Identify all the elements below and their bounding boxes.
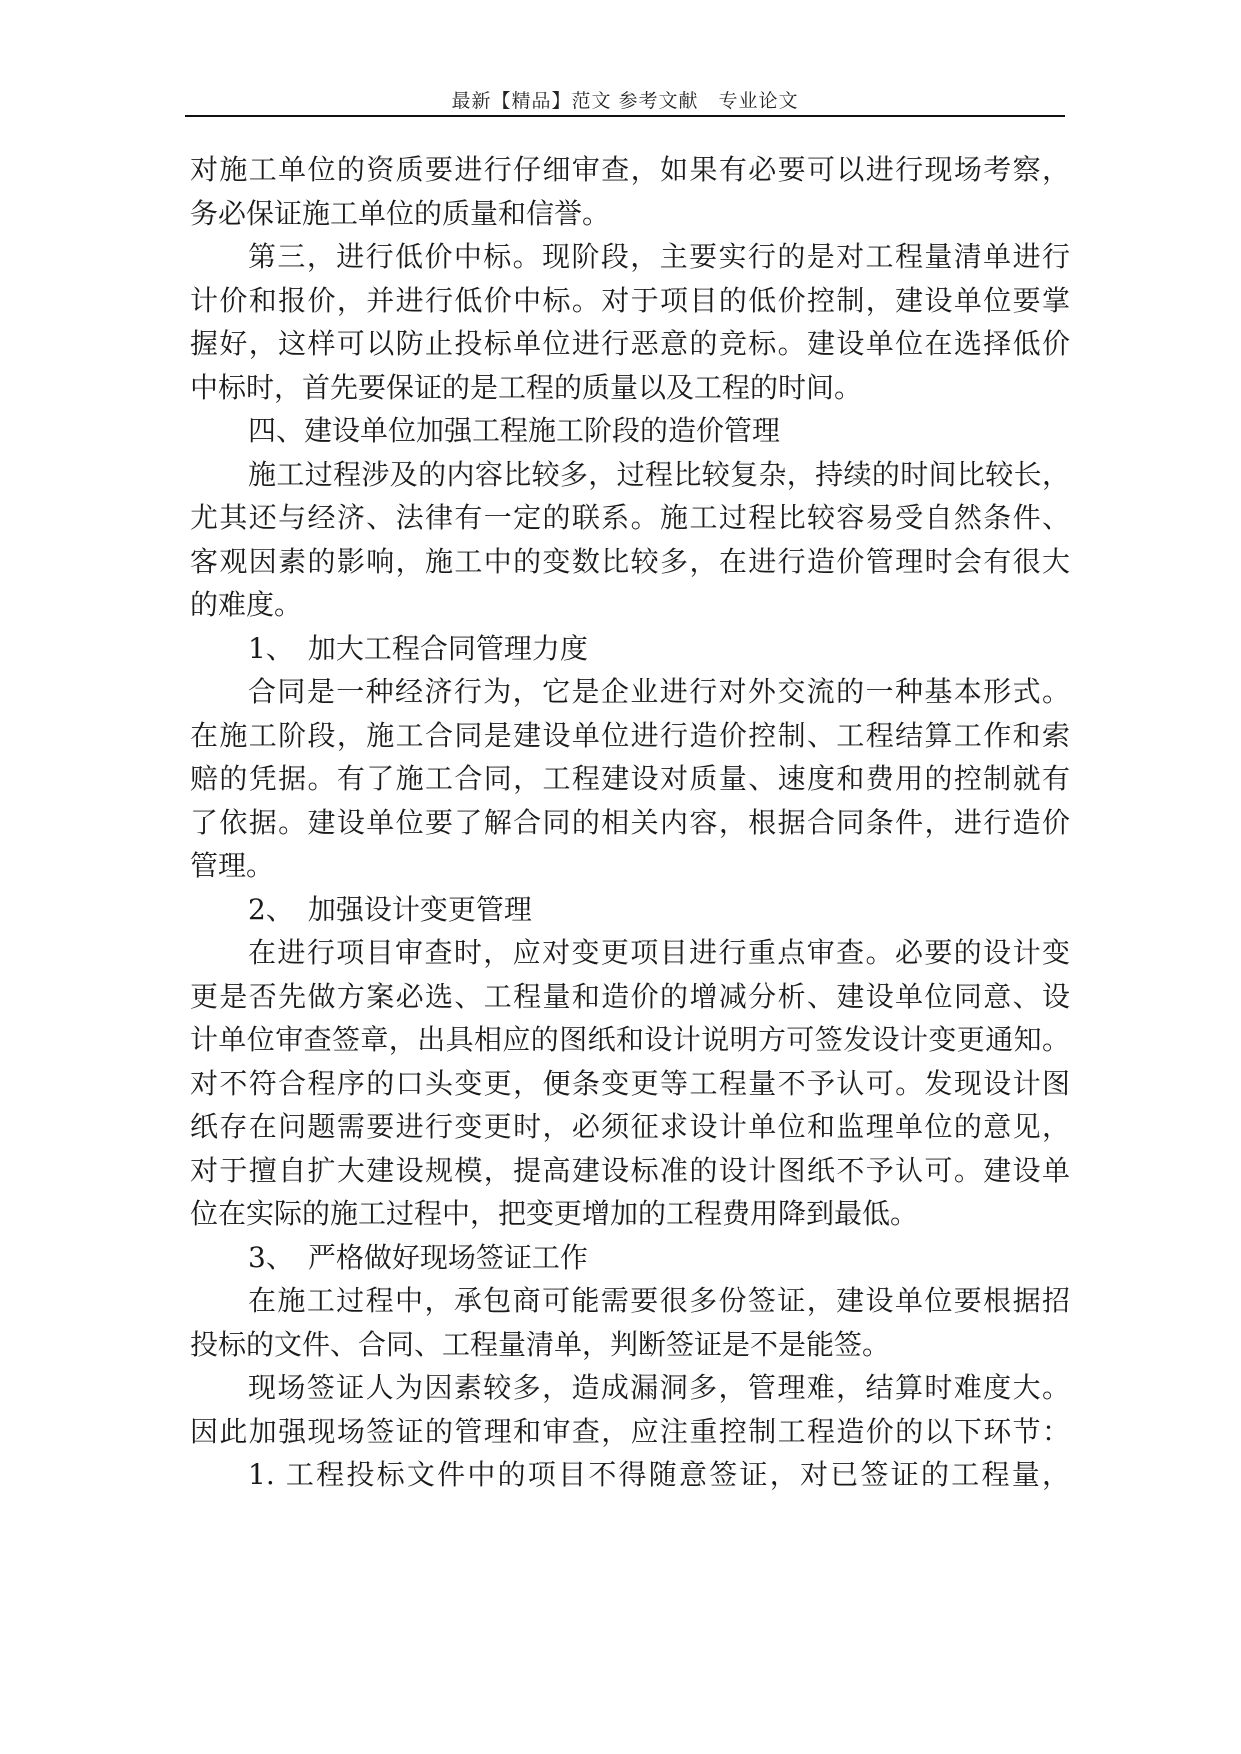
text-line: 3、 严格做好现场签证工作	[248, 1240, 588, 1274]
text-line: 计单位审查签章，出具相应的图纸和设计说明方可签发设计变更通知。	[190, 1023, 1070, 1056]
text-line: 的难度。	[190, 588, 303, 621]
text-line: 现场签证人为因素较多，造成漏洞多，管理难，结算时难度大。	[248, 1371, 1070, 1404]
text-line: 在施工阶段，施工合同是建设单位进行造价控制、工程结算工作和索	[190, 718, 1070, 752]
text-line: 更是否先做方案必选、工程量和造价的增减分析、建设单位同意、设	[190, 979, 1070, 1013]
text-line: 计价和报价，并进行低价中标。对于项目的低价控制，建设单位要掌	[190, 283, 1070, 317]
text-line: 握好，这样可以防止投标单位进行恶意的竞标。建设单位在选择低价	[190, 327, 1070, 360]
text-line: 投标的文件、合同、工程量清单，判断签证是不是能签。	[190, 1327, 891, 1361]
text-line: 对不符合程序的口头变更，便条变更等工程量不予认可。发现设计图	[190, 1066, 1070, 1100]
text-line: 管理。	[190, 849, 275, 882]
text-line: 1. 工程投标文件中的项目不得随意签证，对已签证的工程量，	[248, 1458, 1070, 1491]
text-line: 务必保证施工单位的质量和信誉。	[190, 196, 611, 230]
text-line: 客观因素的影响，施工中的变数比较多，在进行造价管理时会有很大	[190, 544, 1070, 578]
text-line: 中标时，首先要保证的是工程的质量以及工程的时间。	[190, 370, 863, 404]
header-divider	[185, 115, 1065, 117]
text-line: 第三，进行低价中标。现阶段，主要实行的是对工程量清单进行	[248, 240, 1070, 273]
text-line: 纸存在问题需要进行变更时，必须征求设计单位和监理单位的意见，	[190, 1110, 1070, 1143]
text-line: 合同是一种经济行为，它是企业进行对外交流的一种基本形式。	[248, 675, 1070, 708]
text-line: 2、 加强设计变更管理	[248, 892, 532, 926]
document-body	[190, 148, 1070, 1497]
text-line: 四、建设单位加强工程施工阶段的造价管理	[248, 414, 781, 447]
text-line: 在施工过程中，承包商可能需要很多份签证，建设单位要根据招	[248, 1284, 1070, 1317]
text-line: 施工过程涉及的内容比较多，过程比较复杂，持续的时间比较长，	[248, 457, 1070, 491]
text-line: 在进行项目审查时，应对变更项目进行重点审查。必要的设计变	[248, 936, 1070, 969]
text-line: 1、 加大工程合同管理力度	[248, 631, 588, 665]
text-line: 对于擅自扩大建设规模，提高建设标准的设计图纸不予认可。建设单	[190, 1153, 1070, 1187]
text-line: 赔的凭据。有了施工合同，工程建设对质量、速度和费用的控制就有	[190, 762, 1070, 795]
text-line: 因此加强现场签证的管理和审查，应注重控制工程造价的以下环节：	[190, 1414, 1070, 1448]
text-line: 尤其还与经济、法律有一定的联系。施工过程比较容易受自然条件、	[190, 501, 1070, 534]
text-line: 对施工单位的资质要进行仔细审查，如果有必要可以进行现场考察，	[190, 153, 1070, 186]
page-header: 最新【精品】范文 参考文献 专业论文	[451, 90, 799, 112]
text-line: 了依据。建设单位要了解合同的相关内容，根据合同条件，进行造价	[190, 805, 1070, 839]
text-line: 位在实际的施工过程中，把变更增加的工程费用降到最低。	[190, 1197, 919, 1230]
